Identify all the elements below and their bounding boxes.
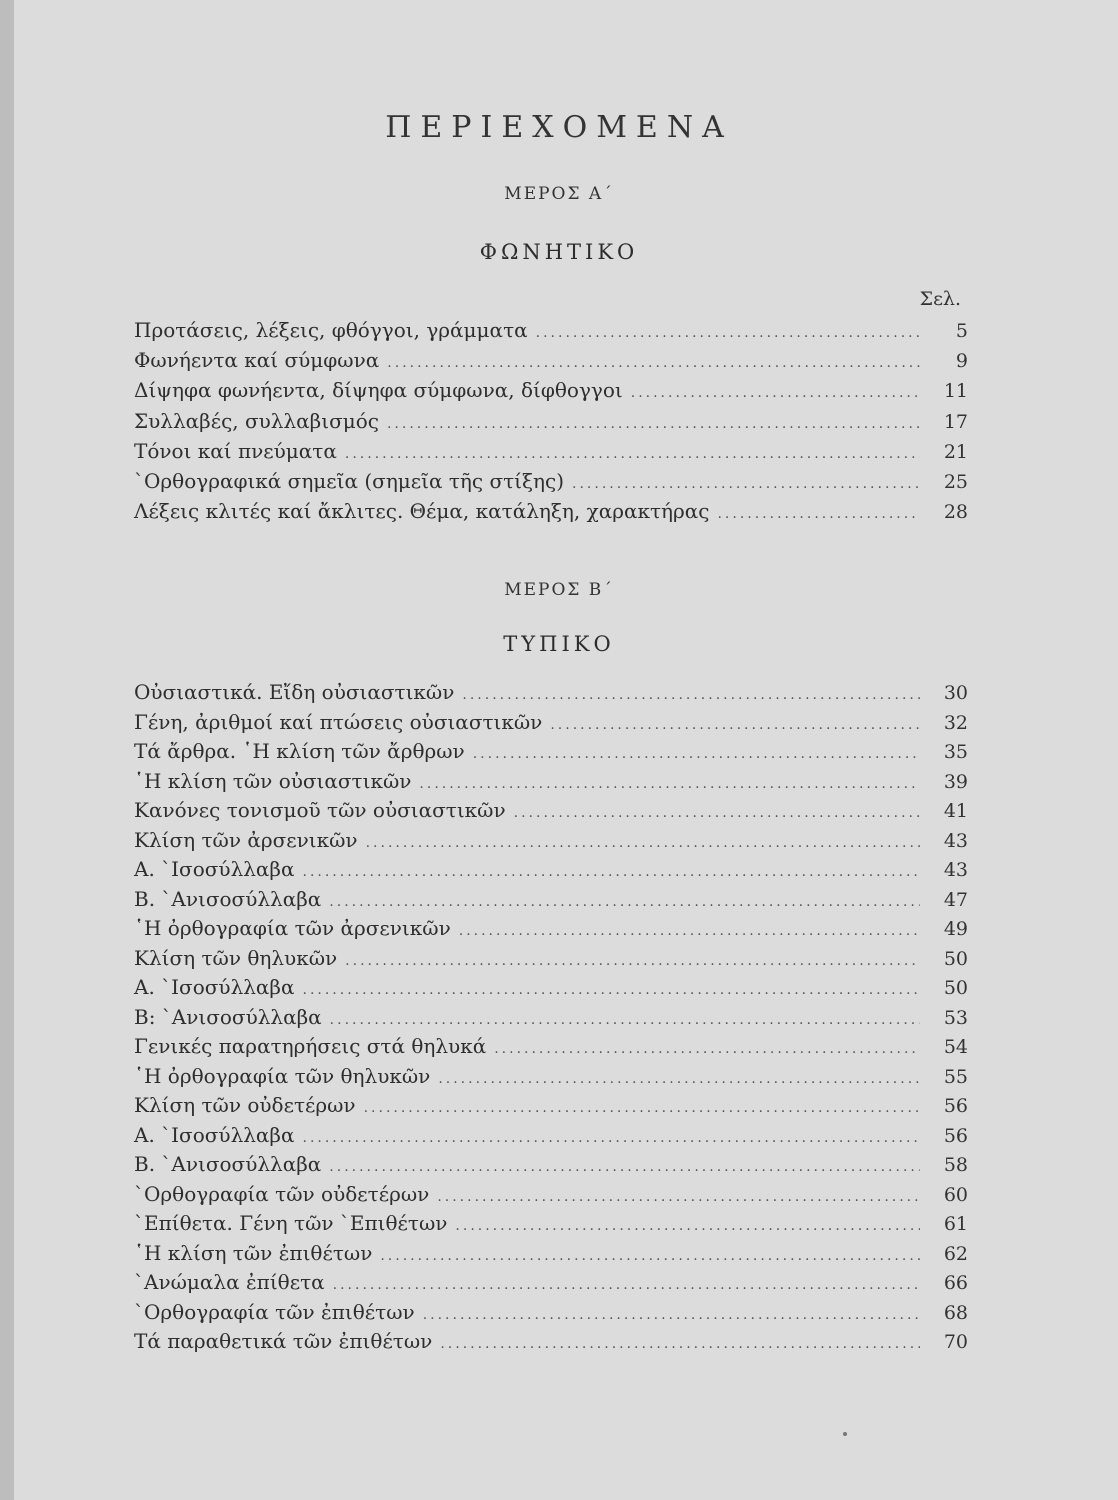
toc-entry bbox=[134, 1064, 968, 1094]
toc-entry bbox=[134, 916, 968, 946]
toc-entry-page: 66 bbox=[943, 1272, 968, 1294]
toc-entry bbox=[134, 469, 968, 499]
toc-entry-page: 56 bbox=[943, 1095, 968, 1117]
toc-entry-title: Συλλαβές, συλλαβισμός bbox=[134, 408, 379, 433]
toc-entry-title: Α. `Ισοσύλλαβα bbox=[134, 975, 295, 999]
toc-entry bbox=[134, 975, 968, 1005]
toc-entry-page: 49 bbox=[943, 918, 968, 940]
dot-leader bbox=[329, 894, 920, 910]
dot-leader bbox=[329, 1159, 920, 1175]
dot-leader bbox=[387, 355, 920, 371]
dot-leader bbox=[333, 1277, 920, 1293]
dot-leader bbox=[514, 805, 920, 821]
toc-entry bbox=[134, 798, 968, 828]
toc-entry-page: 41 bbox=[943, 800, 968, 822]
toc-entry-page: 68 bbox=[943, 1301, 968, 1324]
toc-entry bbox=[134, 887, 968, 917]
toc-entry bbox=[134, 828, 968, 858]
page-edge bbox=[0, 0, 14, 1500]
toc-entry bbox=[134, 499, 968, 529]
toc-entry-title: Γενικές παρατηρήσεις στά θηλυκά bbox=[134, 1034, 487, 1058]
toc-entry bbox=[134, 1182, 968, 1212]
toc-entry-title: Β: `Ανισοσύλλαβα bbox=[134, 1004, 322, 1029]
toc-entry bbox=[134, 710, 968, 740]
toc-entry-title: Οὐσιαστικά. Εἴδη οὐσιαστικῶν bbox=[134, 680, 455, 704]
toc-entry-title: ῾Η ὀρθογραφία τῶν θηλυκῶν bbox=[134, 1063, 431, 1088]
toc-entry bbox=[134, 739, 968, 769]
dot-leader bbox=[330, 1012, 920, 1028]
toc-entry bbox=[134, 1123, 968, 1153]
toc-entry-page: 32 bbox=[943, 711, 968, 734]
toc-entry-title: Β. `Ανισοσύλλαβα bbox=[134, 1152, 322, 1176]
part-b-label: ΜΕΡΟΣ Β΄ bbox=[504, 580, 614, 600]
toc-entry bbox=[134, 1211, 968, 1241]
toc-entry-page: 54 bbox=[943, 1036, 968, 1058]
toc-entry bbox=[134, 1270, 968, 1300]
toc-entry-page: 58 bbox=[943, 1154, 968, 1176]
dot-leader bbox=[419, 776, 920, 792]
toc-entry-page: 21 bbox=[943, 440, 968, 463]
dot-leader bbox=[455, 1218, 920, 1234]
toc-entry-title: ῾Η κλίση τῶν οὐσιαστικῶν bbox=[134, 768, 412, 793]
dot-leader bbox=[387, 416, 920, 432]
dot-leader bbox=[438, 1071, 920, 1087]
toc-entry-page: 60 bbox=[943, 1183, 968, 1206]
toc-entry bbox=[134, 378, 968, 408]
toc-entry bbox=[134, 1152, 968, 1182]
toc-entry-page: 61 bbox=[943, 1213, 968, 1235]
toc-entry-page: 47 bbox=[943, 888, 968, 911]
toc-entry bbox=[134, 348, 968, 378]
part-a-label: ΜΕΡΟΣ Α΄ bbox=[504, 184, 614, 204]
toc-entry-page: 28 bbox=[943, 501, 968, 524]
dot-leader bbox=[717, 506, 920, 522]
toc-entry bbox=[134, 946, 968, 976]
toc-entry-page: 39 bbox=[943, 770, 968, 793]
dot-leader bbox=[364, 1100, 920, 1116]
toc-entry bbox=[134, 1300, 968, 1330]
toc-entry-title: Α. `Ισοσύλλαβα bbox=[134, 857, 295, 881]
toc-entry bbox=[134, 1093, 968, 1123]
toc-entry-title: Δίψηφα φωνήεντα, δίψηφα σύμφωνα, δίφθογγοι bbox=[134, 378, 623, 403]
section-morphology-title: ΤΥΠΙΚΟ bbox=[503, 632, 615, 656]
page-title: ΠΕΡΙΕΧΟΜΕΝΑ bbox=[385, 110, 733, 145]
toc-entry bbox=[134, 857, 968, 887]
toc-entry-page: 9 bbox=[955, 350, 968, 373]
dot-leader bbox=[366, 835, 920, 851]
dot-leader bbox=[423, 1307, 920, 1323]
toc-entry-title: `Ορθογραφικά σημεῖα (σημεῖα τῆς στίξης) bbox=[134, 469, 565, 493]
toc-entry-title: ῾Η κλίση τῶν ἐπιθέτων bbox=[134, 1240, 373, 1265]
dot-leader bbox=[459, 923, 920, 939]
toc-entry-page: 55 bbox=[943, 1065, 968, 1088]
toc-entry-title: Φωνήεντα καί σύμφωνα bbox=[134, 348, 380, 373]
toc-entry bbox=[134, 1034, 968, 1064]
dot-leader bbox=[473, 746, 920, 762]
toc-entry-title: Κλίση τῶν οὐδετέρων bbox=[134, 1093, 356, 1117]
toc-entry-page: 5 bbox=[955, 320, 968, 342]
dot-leader bbox=[303, 982, 921, 998]
toc-entry-page: 56 bbox=[943, 1124, 968, 1147]
toc-entry-title: Κλίση τῶν ἀρσενικῶν bbox=[134, 827, 358, 852]
toc-entry-title: `Ορθογραφία τῶν ἐπιθέτων bbox=[134, 1299, 415, 1324]
toc-entry-title: `Επίθετα. Γένη τῶν `Επιθέτων bbox=[134, 1211, 448, 1235]
page-column-label: Σελ. bbox=[919, 288, 961, 310]
toc-entry-title: ῾Η ὀρθογραφία τῶν ἀρσενικῶν bbox=[134, 916, 451, 940]
toc-entry-page: 50 bbox=[943, 977, 968, 999]
dot-leader bbox=[380, 1248, 920, 1264]
toc-entry bbox=[134, 680, 968, 710]
toc-entry-title: Γένη, ἀριθμοί καί πτώσεις οὐσιαστικῶν bbox=[134, 709, 543, 734]
toc-entry-page: 53 bbox=[943, 1006, 968, 1029]
toc-entry-title: Τόνοι καί πνεύματα bbox=[134, 438, 337, 463]
toc-entry-title: `Ανώμαλα ἐπίθετα bbox=[134, 1270, 325, 1294]
toc-entry-page: 50 bbox=[943, 947, 968, 970]
toc-entry-page: 25 bbox=[943, 471, 968, 493]
toc-entry-page: 17 bbox=[943, 410, 968, 433]
toc-entry-title: Β. `Ανισοσύλλαβα bbox=[134, 886, 322, 911]
dot-leader bbox=[550, 717, 920, 733]
toc-entry bbox=[134, 769, 968, 799]
dot-leader bbox=[345, 953, 920, 969]
toc-entry-title: Τά ἄρθρα. ῾Η κλίση τῶν ἄρθρων bbox=[134, 739, 465, 763]
toc-entry-title: Κανόνες τονισμοῦ τῶν οὐσιαστικῶν bbox=[134, 798, 506, 822]
toc-entry-page: 43 bbox=[943, 859, 968, 881]
dot-leader bbox=[462, 687, 920, 703]
paper-speck bbox=[843, 1432, 847, 1436]
toc-entry-page: 62 bbox=[943, 1242, 968, 1265]
dot-leader bbox=[303, 864, 921, 880]
dot-leader bbox=[440, 1336, 920, 1352]
toc-entry bbox=[134, 439, 968, 469]
dot-leader bbox=[303, 1130, 921, 1146]
dot-leader bbox=[631, 385, 920, 401]
toc-entry-title: Λέξεις κλιτές καί ἄκλιτες. Θέμα, κατάληξη, χαρακτήρας bbox=[134, 499, 710, 524]
toc-entry-title: Τά παραθετικά τῶν ἐπιθέτων bbox=[134, 1329, 433, 1353]
toc-entry-title: Α. `Ισοσύλλαβα bbox=[134, 1122, 295, 1147]
toc-entry bbox=[134, 318, 968, 348]
section-phonetics-title: ΦΩΝΗΤΙΚΟ bbox=[479, 240, 639, 264]
toc-entry-page: 30 bbox=[943, 682, 968, 704]
dot-leader bbox=[572, 476, 920, 492]
dot-leader bbox=[494, 1041, 920, 1057]
dot-leader bbox=[536, 325, 920, 341]
toc-entry bbox=[134, 1241, 968, 1271]
dot-leader bbox=[437, 1189, 920, 1205]
toc-entry-page: 11 bbox=[943, 380, 968, 403]
toc-entry-page: 43 bbox=[943, 829, 968, 852]
toc-entry bbox=[134, 409, 968, 439]
toc-entry-page: 35 bbox=[943, 741, 968, 763]
toc-entry-title: Κλίση τῶν θηλυκῶν bbox=[134, 945, 338, 970]
toc-entry-title: `Ορθογραφία τῶν οὐδετέρων bbox=[134, 1181, 430, 1206]
toc-entry bbox=[134, 1005, 968, 1035]
toc-entry-page: 70 bbox=[943, 1331, 968, 1353]
dot-leader bbox=[345, 446, 920, 462]
toc-entry-title: Προτάσεις, λέξεις, φθόγγοι, γράμματα bbox=[134, 318, 528, 342]
toc-entry bbox=[134, 1329, 968, 1359]
